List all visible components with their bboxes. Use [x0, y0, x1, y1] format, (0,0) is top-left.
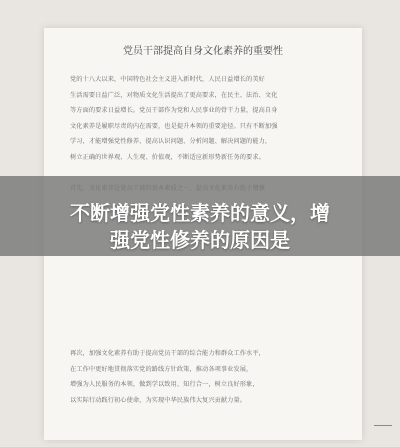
document-title: 党员干部提高自身文化素养的重要性: [123, 46, 283, 57]
text-line: [70, 330, 344, 346]
text-line: [70, 408, 344, 424]
article-title-line-1: 不断增强党性素养的意义，增: [70, 201, 330, 225]
article-title: [0, 200, 400, 254]
text-line: 文化素养是履职尽责的内在需要，也是提升本领的重要途径。只有不断加强: [70, 122, 278, 130]
text-line: 树立正确的世界观、人生观、价值观，不断适应新形势新任务的要求。: [70, 153, 265, 161]
page-edge-mark: [374, 425, 392, 426]
text-line: [70, 268, 344, 284]
text-line: [70, 315, 344, 331]
text-line: 生活需要日益广泛，对物质文化生活提出了更高要求，在民主、法治、文化: [70, 91, 278, 99]
text-line: 在工作中更好地贯彻落实党的路线方针政策，推动各项事业发展，: [70, 365, 253, 373]
text-line: 再次，加强文化素养有助于提高党员干部的综合能力和群众工作水平，: [70, 350, 265, 357]
text-line: [70, 284, 344, 300]
article-title-line-2: 强党性修养的原因是: [110, 228, 290, 252]
text-line: [70, 299, 344, 315]
text-line: 等方面的要求日益增长。党员干部作为党和人民事业的骨干力量，提高自身: [70, 107, 278, 114]
text-line: 增强为人民服务的本领，做到学以致用、知行合一，树立良好形象，: [70, 381, 259, 388]
text-line: 以实际行动践行初心使命，为实现中华民族伟大复兴贡献力量。: [70, 396, 247, 404]
text-line: 党的十八大以来，中国特色社会主义进入新时代，人民日益增长的美好: [70, 76, 265, 83]
text-line: 学习，才能增强党性修养，提高认识问题、分析问题、解决问题的能力，: [70, 138, 272, 145]
title-banner: [0, 176, 400, 256]
text-line: [70, 439, 344, 440]
text-line: [70, 424, 344, 440]
paragraph-3: [70, 346, 344, 440]
